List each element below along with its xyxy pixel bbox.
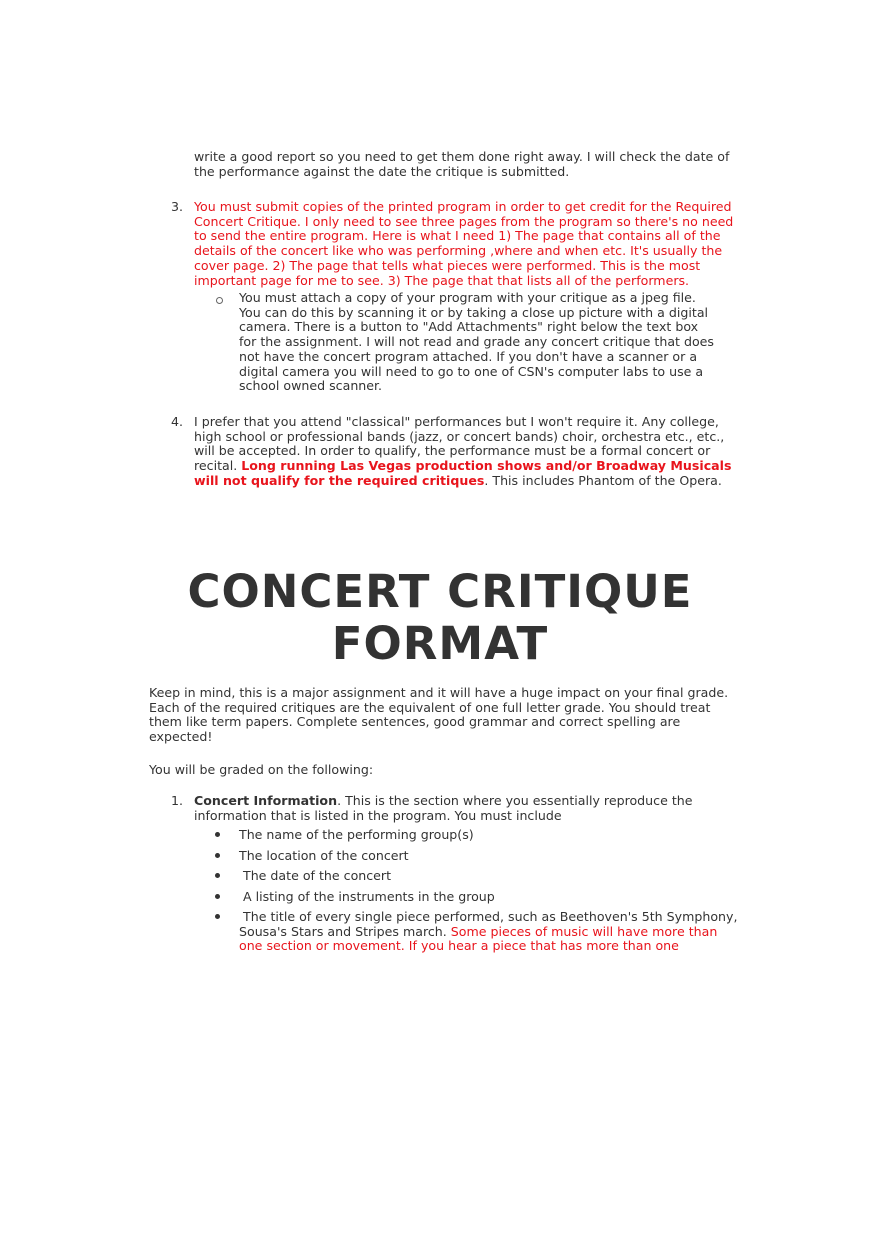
bullet-icon xyxy=(215,853,220,858)
continuation-paragraph: write a good report so you need to get them done right away. I will check the date of the performance against the date the critique is submitted. xyxy=(194,149,730,179)
bullet-item: The date of the concert xyxy=(239,868,392,883)
item-1-text xyxy=(194,794,734,823)
bullet-item: The name of the performing group(s) xyxy=(239,827,474,842)
item-3-subpoint: You must attach a copy of your program with your critique as a jpeg file. You can do this by scanning it or by taking a close up picture with a digital camera. There is a button to "Add Attachments" right below the text box for the assignment. I will not read and grade any concert critique that does not have the concert program attached. If you don't have a scanner or a digital camera you will need to go to one of CSN's computer labs to use a school owned scanner. xyxy=(239,290,714,394)
page-title-line-2: FORMAT xyxy=(331,617,549,670)
item-4-text xyxy=(194,415,734,489)
bullet-item-last-note: Some pieces of music will have more than one section or movement. If you hear a piece that has more than one xyxy=(239,923,722,954)
intro-paragraph: Keep in mind, this is a major assignment and it will have a huge impact on your final grade. Each of the required critiques are the equivalent of one full letter grade. You should treat them like term papers. Complete sentences, good grammar and correct spelling are expected! xyxy=(149,685,729,745)
list-number-1: 1. xyxy=(171,793,184,808)
item-4-text-end: . This includes Phantom of the Opera. xyxy=(484,472,722,488)
graded-on-line: You will be graded on the following: xyxy=(149,762,374,777)
bullet-item: A listing of the instruments in the group xyxy=(239,889,495,904)
bullet-icon xyxy=(215,894,220,899)
page-title-line-1: CONCERT CRITIQUE xyxy=(187,565,693,618)
bullet-icon xyxy=(215,914,220,919)
bullet-item-last-text: The title of every single piece performed, such as Beethoven's 5th Symphony, Sousa's Stars and Stripes march. xyxy=(239,909,742,939)
circle-bullet-icon xyxy=(216,297,223,304)
bullet-item-last xyxy=(239,909,742,954)
list-number-4: 4. xyxy=(171,414,184,429)
list-number-3: 3. xyxy=(171,199,184,214)
bullet-icon xyxy=(215,832,220,837)
item-4-text-start: I prefer that you attend "classical" performances but I won't require it. Any college, high school or professional bands (jazz, or concert bands) choir, orchestra etc., etc., will be accepted. In order to qualify, the performance must be a formal concert or recital. xyxy=(194,414,725,474)
item-3-text: You must submit copies of the printed program in order to get credit for the Required Concert Critique. I only need to see three pages from the program so there's no need to send the entire program. Here is what I need 1) The page that contains all of the details of the concert like who was performing ,where and when etc. It's usually the cover page. 2) The page that tells what pieces were performed. This is the most important page for me to see. 3) The page that that lists all of the performers. xyxy=(194,199,734,288)
item-4-warning: Long running Las Vegas production shows and/or Broadway Musicals will not qualify for the required critiques xyxy=(194,458,732,488)
item-1-description: . This is the section where you essentially reproduce the information that is listed in the program. You must include xyxy=(194,793,693,823)
item-1-heading: Concert Information xyxy=(194,793,338,808)
bullet-icon xyxy=(215,873,220,878)
bullet-item: The location of the concert xyxy=(239,848,409,863)
